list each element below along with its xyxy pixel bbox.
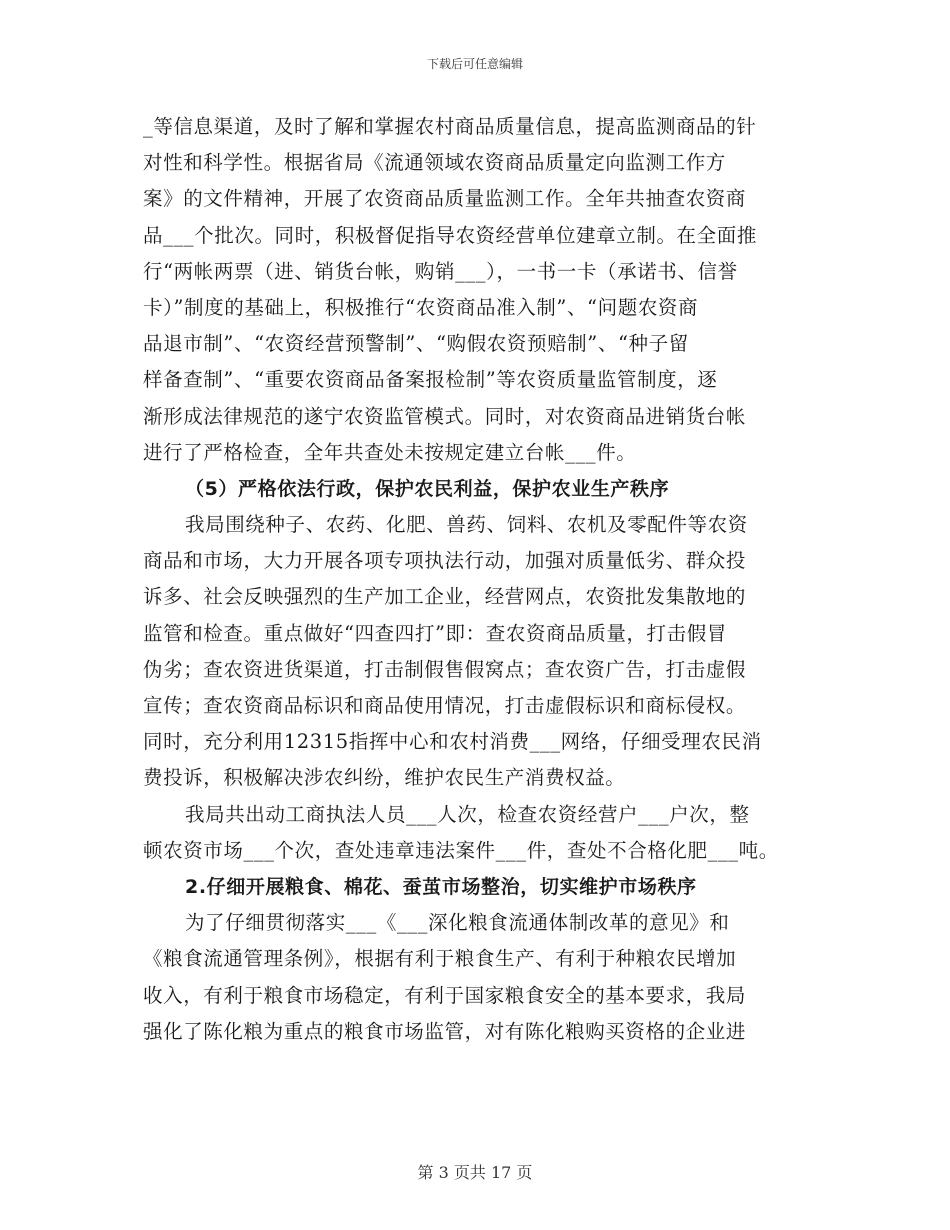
body-line: 我局共出动工商执法人员___人次，检查农资经营户___户次，整 (185, 802, 750, 826)
body-line: 监管和检查。重点做好“四查四打”即：查农资商品质量，打击假冒 (143, 621, 727, 645)
body-line: 商品和市场，大力开展各项专项执法行动，加强对质量低劣、群众投 (143, 549, 747, 573)
body-line: 行“两帐两票（进、销货台帐，购销___），一书一卡（承诺书、信誉 (143, 259, 738, 283)
body-line: 品退市制”、“农资经营预警制”、“购假农资预赔制”、“种子留 (143, 332, 689, 356)
body-line: 顿农资市场___个次，查处违章违法案件___件，查处不合格化肥___吨。 (143, 838, 779, 862)
section-heading: （5）严格依法行政，保护农民利益，保护农业生产秩序 (185, 477, 670, 500)
body-line: 宣传；查农资商品标识和商品使用情况，打击虚假标识和商标侵权。 (143, 694, 747, 717)
body-line: 案》的文件精神，开展了农资商品质量监测工作。全年共抽查农资商 (143, 187, 747, 211)
body-line: 同时，充分利用12315指挥中心和农村消费___网络，仔细受理农民消 (143, 730, 762, 754)
document-body (143, 109, 811, 1050)
page-number: 第 3 页共 17 页 (417, 1163, 533, 1182)
body-line: 收入，有利于粮食市场稳定，有利于国家粮食安全的基本要求，我局 (143, 983, 747, 1007)
body-line: 品___个批次。同时，积极督促指导农资经营单位建章立制。在全面推 (143, 223, 757, 247)
body-line: 样备查制”、“重要农资商品备案报检制”等农资质量监管制度，逐 (143, 368, 718, 392)
body-line: 强化了陈化粮为重点的粮食市场监管，对有陈化粮购买资格的企业进 (143, 1019, 747, 1043)
body-line: 进行了严格检查，全年共查处未按规定建立台帐___件。 (143, 440, 637, 464)
body-line: 《粮食流通管理条例》，根据有利于粮食生产、有利于种粮农民增加 (143, 947, 737, 971)
body-line: 伪劣；查农资进货渠道，打击制假售假窝点；查农资广告，打击虚假 (143, 657, 747, 681)
body-line: 卡）”制度的基础上，积极推行“农资商品准入制”、“问题农资商 (143, 295, 699, 319)
section-heading: 2.仔细开展粮食、棉花、蚕茧市场整治，切实维护市场秩序 (185, 875, 697, 898)
body-line: 渐形成法律规范的遂宁农资监管模式。同时，对农资商品进销货台帐 (143, 404, 747, 428)
body-line: 对性和科学性。根据省局《流通领域农资商品质量定向监测工作方 (143, 151, 726, 175)
body-line: 费投诉，积极解决涉农纠纷，维护农民生产消费权益。 (143, 766, 626, 790)
body-line: 为了仔细贯彻落实___《___深化粮食流通体制改革的意见》和 (185, 911, 730, 935)
body-line: _等信息渠道，及时了解和掌握农村商品质量信息，提高监测商品的针 (143, 115, 757, 138)
body-line: 诉多、社会反映强烈的生产加工企业，经营网点，农资批发集散地的 (143, 585, 747, 609)
body-line: 我局围绕种子、农药、化肥、兽药、饲料、农机及零配件等农资 (185, 513, 748, 537)
page-header-note: 下载后可任意编辑 (426, 57, 523, 71)
